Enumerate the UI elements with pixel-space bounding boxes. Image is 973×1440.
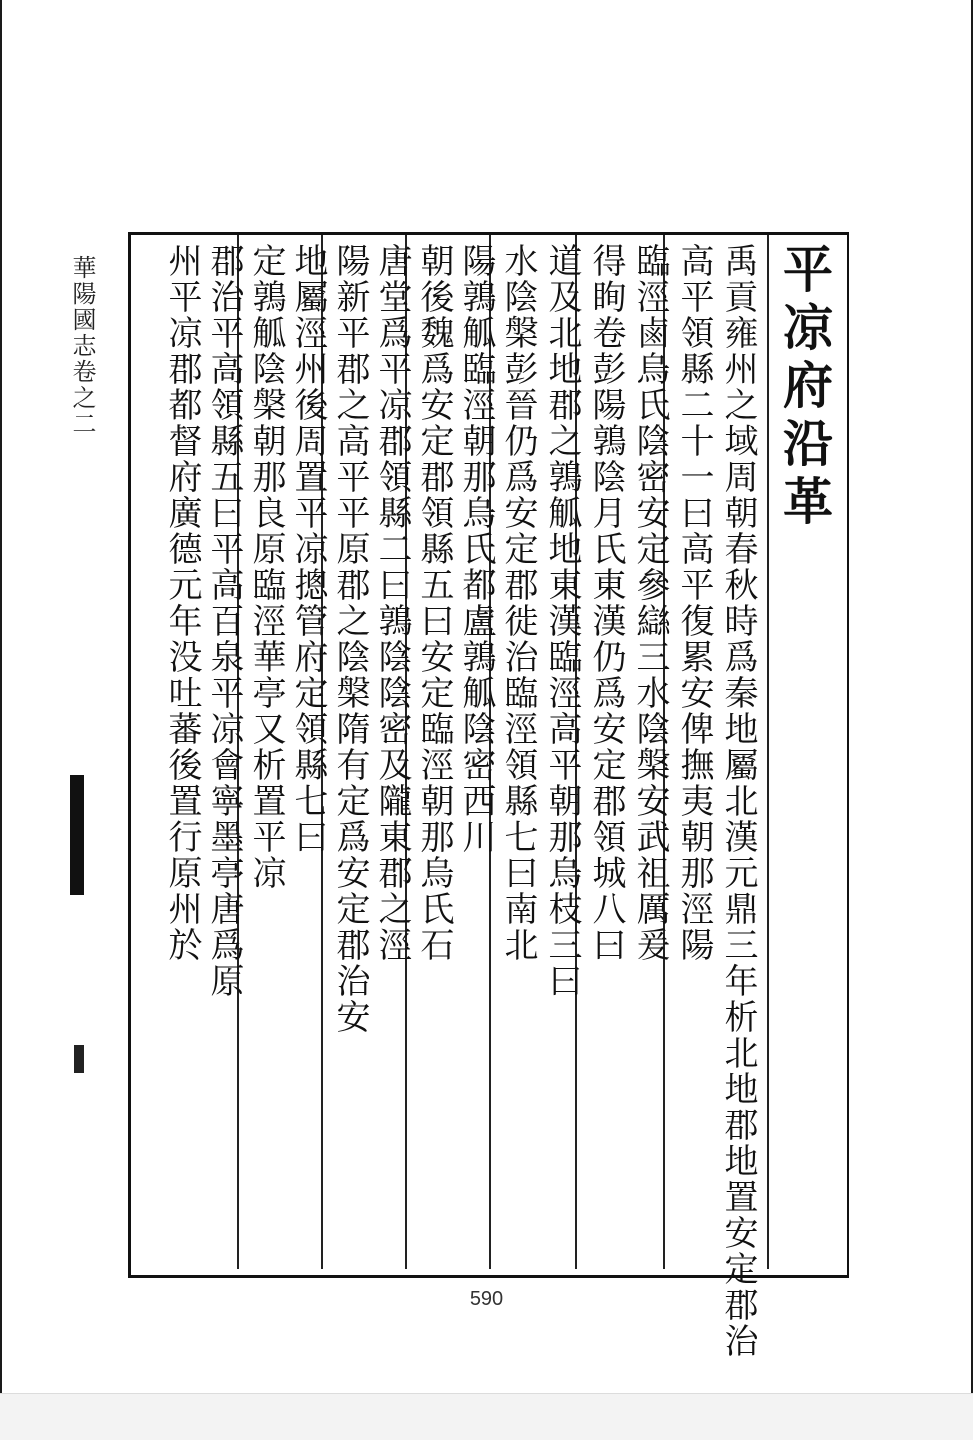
text-column: 唐堂爲平凉郡領縣二曰鶉陰陰密及隴東郡之涇 — [372, 243, 412, 963]
text-column: 臨涇鹵烏氏陰密安定參䜌三水陰槃安武祖厲爰 — [630, 243, 670, 963]
text-column: 陽新平郡之高平平原郡之陰槃隋有定爲安定郡治安 — [330, 243, 370, 1035]
page-edge-left — [0, 0, 2, 1439]
margin-gutter — [60, 255, 100, 1065]
page-title: 平凉府沿革 — [775, 243, 834, 533]
text-column: 禹貢雍州之域周朝春秋時爲秦地屬北漢元鼎三年析北地郡地置安定郡治 — [718, 243, 758, 1359]
text-column: 高平領縣二十一曰高平復累安俾撫夷朝那涇陽 — [674, 243, 714, 963]
column-rule — [767, 235, 769, 1269]
text-column: 定鶉觚陰槃朝那良原臨涇華亭又析置平凉 — [246, 243, 286, 891]
text-column: 得眴卷彭陽鶉陰月氏東漢仍爲安定郡領城八曰 — [586, 243, 626, 963]
text-column: 水陰槃彭晉仍爲安定郡徙治臨涇領縣七曰南北 — [498, 243, 538, 963]
fish-tail-mark — [70, 775, 84, 895]
text-column: 州平凉郡都督府廣德元年没吐蕃後置行原州於 — [162, 243, 202, 963]
text-column: 道及北地郡之鶉觚地東漢臨涇高平朝那烏枝三曰 — [542, 243, 582, 999]
margin-text: 華陽國志卷之二 — [68, 255, 96, 437]
gutter-mark — [74, 1045, 84, 1073]
text-column: 陽鶉觚臨涇朝那烏氏都盧鶉觚陰密西川 — [456, 243, 496, 855]
text-column: 朝後魏爲安定郡領縣五曰安定臨涇朝那烏氏石 — [414, 243, 454, 963]
page-number: 590 — [469, 1288, 504, 1310]
text-column: 地屬涇州後周置平凉摠管府定領縣七曰 — [288, 243, 328, 855]
page-bottom-gap — [0, 1393, 973, 1440]
text-column: 郡治平高領縣五曰平高百泉平凉會寧墨亭唐爲原 — [204, 243, 244, 999]
